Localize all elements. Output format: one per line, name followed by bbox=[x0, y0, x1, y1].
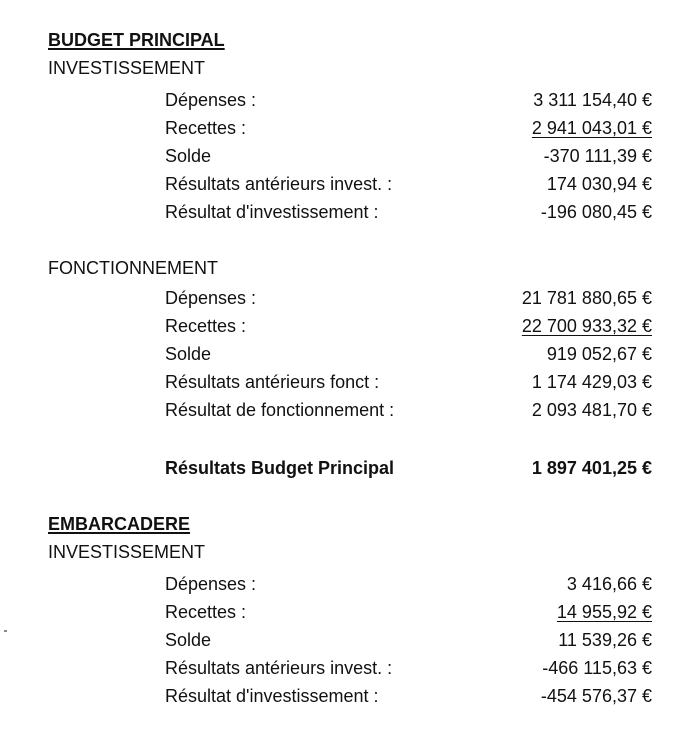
subsection-investissement: INVESTISSEMENT bbox=[48, 542, 206, 562]
table-row bbox=[0, 574, 700, 600]
row-label: Résultat d'investissement : bbox=[165, 202, 379, 222]
row-amount: -466 115,63 € bbox=[542, 658, 652, 678]
table-row bbox=[0, 686, 700, 712]
row-label: Solde bbox=[165, 630, 212, 650]
row-amount: 21 781 880,65 € bbox=[521, 288, 652, 308]
row-label: Recettes : bbox=[165, 602, 247, 622]
row-amount: 919 052,67 € bbox=[546, 344, 652, 364]
row-label: Dépenses : bbox=[165, 90, 257, 110]
row-amount: -454 576,37 € bbox=[540, 686, 652, 706]
subsection-fonctionnement: FONCTIONNEMENT bbox=[48, 258, 218, 278]
row-amount: 1 174 429,03 € bbox=[531, 372, 652, 392]
table-row bbox=[0, 658, 700, 684]
table-row bbox=[0, 316, 700, 342]
row-label: Résultats antérieurs invest. : bbox=[165, 658, 393, 678]
table-row bbox=[0, 630, 700, 656]
row-amount: -196 080,45 € bbox=[540, 202, 652, 222]
table-row bbox=[0, 90, 700, 116]
row-label: Résultats antérieurs fonct : bbox=[165, 372, 380, 392]
row-label: Solde bbox=[165, 146, 212, 166]
row-amount: 3 311 154,40 € bbox=[533, 90, 652, 110]
row-label: Dépenses : bbox=[165, 574, 257, 594]
table-row bbox=[0, 202, 700, 228]
row-label: Résultat d'investissement : bbox=[165, 686, 379, 706]
row-amount: 2 093 481,70 € bbox=[531, 400, 652, 420]
row-label: Dépenses : bbox=[165, 288, 257, 308]
table-row bbox=[0, 372, 700, 398]
row-amount: 3 416,66 € bbox=[566, 574, 652, 594]
row-label: Solde bbox=[165, 344, 212, 364]
row-label: Recettes : bbox=[165, 316, 247, 336]
table-row bbox=[0, 602, 700, 628]
row-label: Résultats antérieurs invest. : bbox=[165, 174, 393, 194]
total-amount: 1 897 401,25 € bbox=[531, 458, 652, 478]
row-amount: -370 111,39 € bbox=[543, 146, 652, 166]
row-amount: 174 030,94 € bbox=[546, 174, 652, 194]
table-row bbox=[0, 146, 700, 172]
subsection-investissement: INVESTISSEMENT bbox=[48, 58, 206, 78]
table-row bbox=[0, 400, 700, 426]
table-row bbox=[0, 344, 700, 370]
scan-speck bbox=[4, 630, 7, 632]
section-title-embarcadere: EMBARCADERE bbox=[48, 514, 191, 534]
table-row bbox=[0, 118, 700, 144]
row-label: Résultat de fonctionnement : bbox=[165, 400, 395, 420]
row-amount: 2 941 043,01 € bbox=[531, 118, 652, 138]
table-row bbox=[0, 288, 700, 314]
section-title-budget-principal: BUDGET PRINCIPAL bbox=[48, 30, 225, 50]
row-amount: 22 700 933,32 € bbox=[521, 316, 652, 336]
row-amount: 11 539,26 € bbox=[558, 630, 652, 650]
row-label: Recettes : bbox=[165, 118, 247, 138]
total-row bbox=[0, 458, 700, 484]
table-row bbox=[0, 174, 700, 200]
total-label: Résultats Budget Principal bbox=[165, 458, 395, 478]
row-amount: 14 955,92 € bbox=[556, 602, 652, 622]
